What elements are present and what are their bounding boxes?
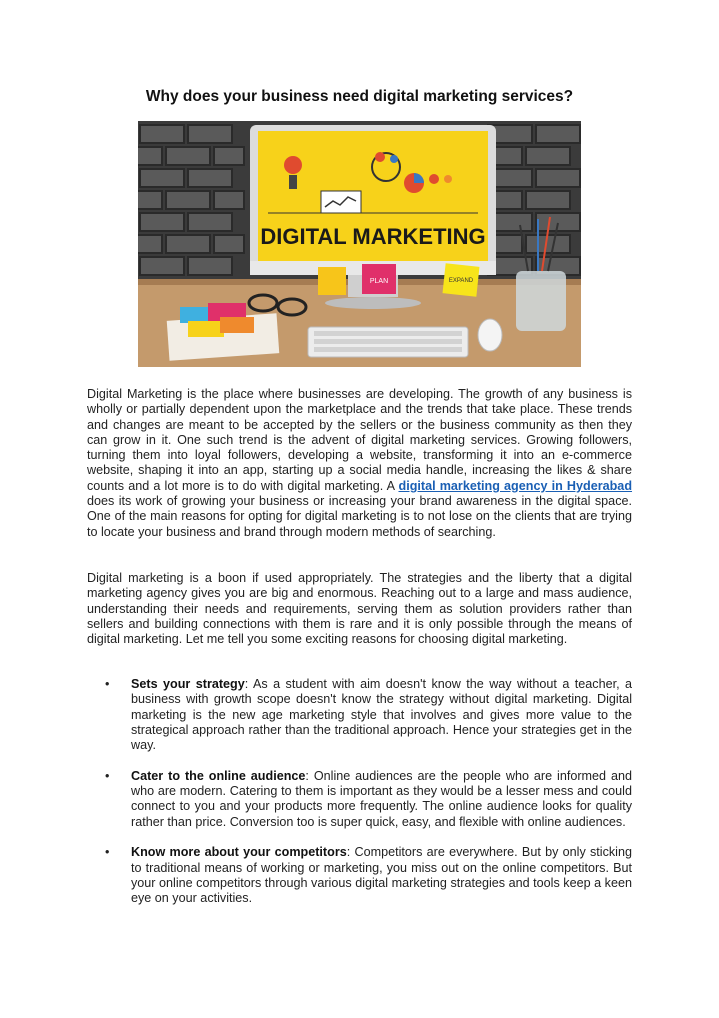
list-item-heading: Cater to the online audience bbox=[131, 768, 306, 783]
screen-text: DIGITAL MARKETING bbox=[260, 224, 486, 249]
list-item-text: : As a student with aim doesn't know the way without a teacher, a business with growth scope doesn't know the strategy without digital marketing. Digital marketing is the new age marketing style that involves and gives more value to the strategical approach rather than the traditional approach. Hence your strategies get in the way. bbox=[131, 677, 633, 753]
list-item-text: : Competitors are everywhere. But by only sticking to traditional means of working or marketing, you miss out on the online competitors. But your online competitors through various digital marketing strategies and tools keep a keen eye on your activities. bbox=[131, 845, 632, 906]
bullet-icon: • bbox=[105, 768, 110, 783]
page-title: Why does your business need digital marketing services? bbox=[145, 88, 574, 105]
paragraph-boon: Digital marketing is a boon if used appropriately. The strategies and the liberty that a digital marketing agency gives you are big and enormous. Reaching out to a large and mass audience, understanding their needs and requirements, serving them as solution providers rather than sellers and building connections with them is rare and it is only possible through the means of digital marketing. Let me tell you some exciting reasons for choosing digital marketing. bbox=[87, 571, 632, 647]
list-item bbox=[87, 677, 632, 753]
reasons-list bbox=[87, 677, 632, 922]
list-item bbox=[87, 845, 632, 906]
bullet-icon: • bbox=[105, 845, 110, 860]
paragraph-intro bbox=[87, 387, 632, 540]
list-item-text: : Online audiences are the people who are informed and who are modern. Catering to them is important as they would be a lesser mess and could connect to you and your products more frequently. The online audience looks for quality rather than price. Conversion too is super quick, easy, and flexible with online audiences. bbox=[131, 768, 632, 829]
list-item bbox=[87, 769, 632, 830]
bullet-icon: • bbox=[105, 677, 110, 691]
list-item-heading: Sets your strategy bbox=[131, 677, 245, 691]
agency-link[interactable]: digital marketing agency in Hyderabad bbox=[398, 478, 633, 493]
paragraph-intro-after: does its work of growing your business or increasing your brand awareness in the digital space. One of the main reasons for opting for digital marketing is to not lose on the clients that are trying to locate your business and brand through modern methods of searching. bbox=[87, 494, 632, 539]
note-right: EXPAND bbox=[448, 278, 474, 284]
paragraph-intro-before: Digital Marketing is the place where businesses are developing. The growth of any business is wholly or partially dependent upon the marketplace and the trends that take place. These trends and changes are meant to be accepted by the sellers or the business community as then they can grow in it. One such trend is the advent of digital marketing services. Growing followers, turning them into loyal followers, developing a website, transforming it into an e-commerce website, shaping it into an app, starting up a social media handle, increasing the likes & share counts and a lot more is to do with digital marketing. A bbox=[87, 387, 632, 493]
hero-image bbox=[138, 121, 581, 367]
note-plan: PLAN bbox=[369, 278, 389, 285]
list-item-heading: Know more about your competitors bbox=[131, 845, 347, 860]
